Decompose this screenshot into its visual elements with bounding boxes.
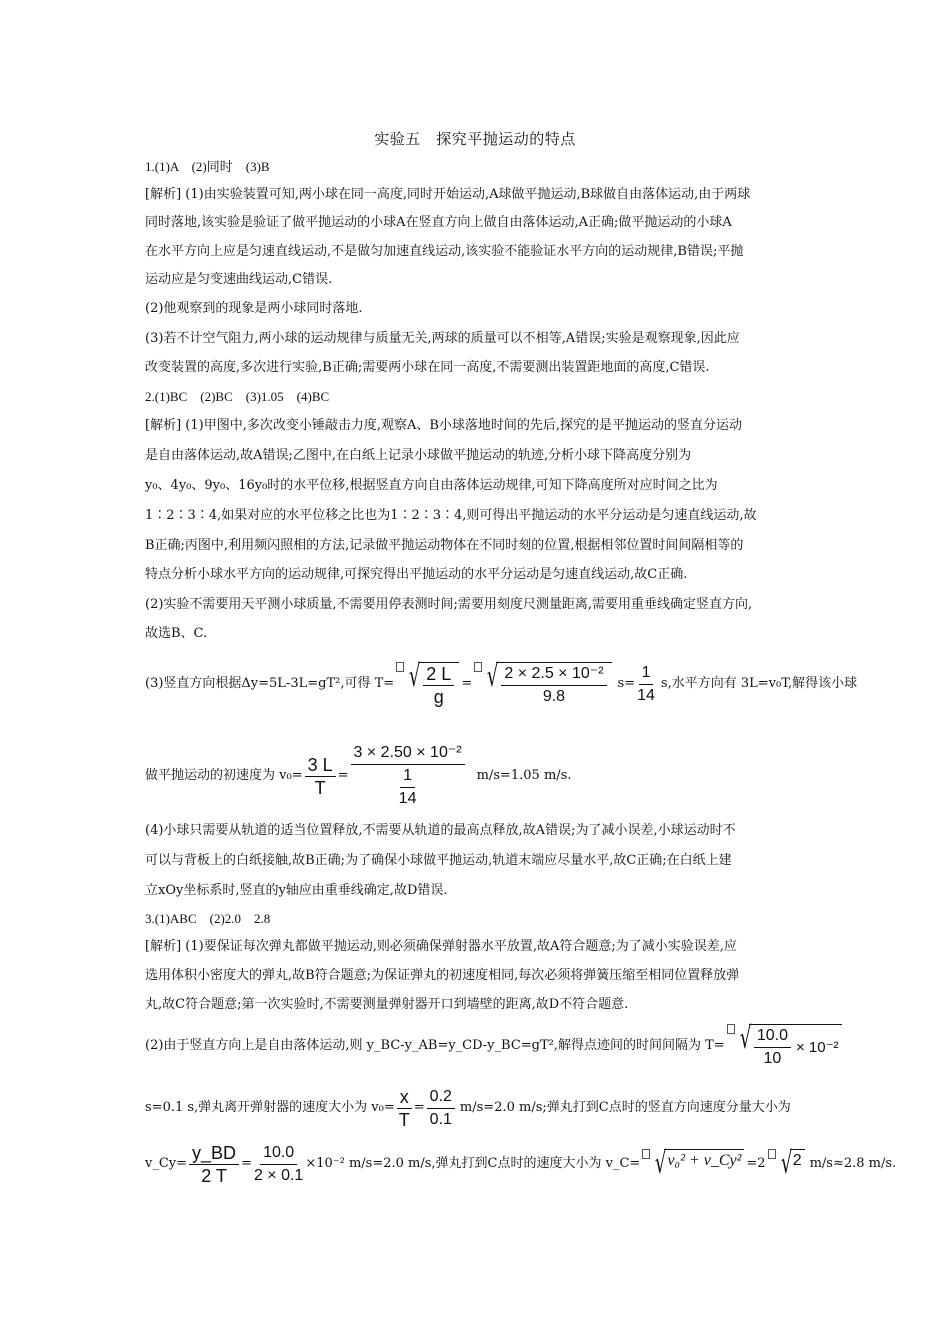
eq3-sqrt-b: [474, 659, 611, 706]
eq3-frac-c-den: 14: [637, 686, 655, 704]
eq7-sqrt-b: [768, 1146, 805, 1181]
radical-icon: √: [487, 659, 499, 694]
q3-eq6: [145, 1085, 815, 1131]
eq5-tail: × 10⁻²: [795, 1038, 839, 1056]
q1-line-1: [解析] (1)由实验装置可知,两小球在同一高度,同时开始运动,A球做平抛运动,B球做自由落体运动,由于两球: [145, 187, 751, 202]
eq3-equals: =: [461, 676, 473, 691]
q2-line-6: 特点分析小球水平方向的运动规律,可探究得出平抛运动的水平分运动是匀速直线运动,故C正确.: [145, 567, 688, 582]
placeholder-box-icon: [727, 1024, 735, 1034]
eq5-sqrt: [727, 1021, 842, 1068]
q3-line-3: 丸,故C符合题意;第一次实验时,不需要测量弹射器开口到墙壁的距离,故D不符合题意.: [145, 997, 629, 1012]
eq4-frac-b-den-den: 14: [398, 790, 417, 807]
eq5-frac-num: 10.0: [754, 1027, 791, 1048]
eq4-equals: =: [337, 768, 349, 783]
eq3-frac-a-num: 2 L: [423, 665, 454, 686]
eq3-frac-a-den: g: [433, 687, 444, 707]
q3-line-2: 选用体积小密度大的弹丸,故B符合题意;为保证弹丸的初速度相同,每次必须将弹簧压缩至相同位置释放弹: [145, 968, 740, 983]
q2-line-9: (4)小球只需要从轨道的适当位置释放,不需要从轨道的最高点释放,故A错误;为了减小误差,小球运动时不: [145, 823, 736, 838]
eq7-sqrt-a: [642, 1146, 744, 1181]
q3-answer: 3.(1)ABC (2)2.0 2.8: [145, 911, 271, 926]
placeholder-box-icon: [768, 1149, 776, 1159]
q2-line-5: B正确;丙图中,利用频闪照相的方法,记录做平抛运动物体在不同时刻的位置,根据相邻位置时间间隔相等的: [145, 538, 744, 553]
eq7-equals: =: [241, 1156, 252, 1171]
q2-line-4: 1∶2∶3∶4,如果对应的水平位移之比也为1∶2∶3∶4,则可得出平抛运动的水平分运动是匀速直线运动,故: [145, 508, 757, 523]
eq4-frac-b-den-frac: [399, 767, 417, 808]
eq3-suffix: s,水平方向有 3L=v₀T,解得该小球: [660, 676, 858, 691]
placeholder-box-icon: [396, 662, 404, 672]
eq7-root-2: 2: [790, 1149, 805, 1170]
q2-line-7: (2)实验不需要用天平测小球质量,不需要用停表测时间;需要用刻度尺测量距离,需要用重垂线确定竖直方向,: [145, 597, 753, 612]
eq4-frac-a-num: 3 L: [305, 756, 336, 777]
q3-line-1: [解析] (1)要保证每次弹丸都做平抛运动,则必须确保弹射器水平放置,故A符合题意;为了减小实验误差,应: [145, 939, 737, 954]
eq4-frac-b-num: 3 × 2.50 × 10⁻²: [351, 744, 465, 765]
eq6-frac-a-num: x: [397, 1088, 412, 1109]
q2-answer: 2.(1)BC (2)BC (3)1.05 (4)BC: [145, 389, 330, 404]
eq4-frac-b-den-num: 1: [400, 767, 415, 788]
eq6-frac-a-den: T: [398, 1109, 410, 1130]
q2-line-2: 是自由落体运动,故A错误;乙图中,在白纸上记录小球做平抛运动的轨迹,分析小球下降高度分别为: [145, 448, 692, 463]
q2-line-8: 故选B、C.: [145, 626, 208, 641]
eq4-frac-a: [305, 756, 336, 797]
eq6-frac-b: [427, 1088, 455, 1129]
eq7-frac-a: [189, 1144, 239, 1185]
eq3-frac-a: [423, 665, 454, 706]
q1-line-2: 同时落地,该实验是验证了做平抛运动的小球A在竖直方向上做自由落体运动,A正确;做平抛运动的小球A: [145, 215, 732, 230]
eq4-frac-b: [351, 744, 465, 808]
eq6-suffix: m/s=2.0 m/s;弹丸打到C点时的竖直方向速度分量大小为: [459, 1100, 791, 1115]
page-title: 实验五 探究平抛运动的特点: [374, 130, 576, 148]
q1-line-4: 运动应是匀变速曲线运动,C错误.: [145, 272, 333, 287]
eq7-prefix: v_Cy=: [145, 1156, 188, 1171]
eq3-frac-b-num: 2 × 2.5 × 10⁻²: [501, 665, 606, 686]
eq7-middle: ×10⁻² m/s=2.0 m/s,弹丸打到C点时的速度大小为 v_C=: [305, 1156, 641, 1171]
eq7-frac-b: [254, 1144, 303, 1185]
eq5-frac-den: 10: [763, 1050, 782, 1067]
placeholder-box-icon: [474, 662, 482, 672]
q2-eq3: [145, 654, 858, 714]
q3-eq5: [145, 1020, 839, 1072]
eq7-frac-a-num: y_BD: [189, 1144, 239, 1165]
radical-icon: √: [655, 1146, 667, 1181]
eq4-frac-a-den: T: [314, 777, 326, 798]
eq6-frac-b-den: 0.1: [429, 1110, 452, 1128]
eq7-frac-b-num: 10.0: [260, 1144, 297, 1165]
eq7-suffix: m/s≈2.8 m/s.: [809, 1156, 897, 1171]
eq7-frac-a-den: 2 T: [201, 1165, 227, 1186]
eq3-prefix: (3)竖直方向根据Δy=5L-3L=gT²,可得 T=: [145, 676, 395, 691]
eq4-prefix: 做平抛运动的初速度为 v₀=: [145, 768, 303, 783]
q3-eq7: [145, 1140, 897, 1188]
eq4-frac-b-den: [397, 765, 419, 808]
eq6-frac-b-num: 0.2: [427, 1088, 455, 1109]
eq3-frac-c-num: 1: [639, 664, 654, 685]
eq7-root: v₀² + v_Cy²: [664, 1149, 744, 1170]
radical-icon: √: [408, 659, 421, 694]
eq5-prefix: (2)由于竖直方向上是自由落体运动,则 y_BC-y_AB=y_CD-y_BC=gT²,解得点迹间的时间间隔为 T=: [145, 1038, 725, 1053]
eq6-equals: =: [413, 1100, 425, 1115]
radical-icon: √: [739, 1021, 752, 1056]
q2-eq4: [145, 738, 815, 814]
eq7-equals-2: =2: [746, 1156, 766, 1171]
q1-line-5: (2)他观察到的现象是两小球同时落地.: [145, 301, 363, 316]
eq3-sqrt-a: [396, 659, 459, 707]
eq6-frac-a: [397, 1088, 412, 1129]
eq3-frac-c: [637, 664, 655, 705]
eq5-frac: [754, 1027, 791, 1068]
q1-line-7: 改变装置的高度,多次进行实验,B正确;需要两小球在同一高度,不需要测出装置距地面的高度,C错误.: [145, 360, 710, 375]
placeholder-box-icon: [642, 1149, 650, 1159]
eq6-prefix: s=0.1 s,弹丸离开弹射器的速度大小为 v₀=: [145, 1100, 395, 1115]
eq7-frac-b-den: 2 × 0.1: [253, 1166, 304, 1184]
q1-answer: 1.(1)A (2)同时 (3)B: [145, 159, 270, 174]
q2-line-11: 立xOy坐标系时,竖直的y轴应由重垂线确定,故D错误.: [145, 883, 448, 898]
radical-icon: √: [780, 1146, 792, 1181]
eq3-s-equals: s=: [617, 676, 636, 691]
q1-line-6: (3)若不计空气阻力,两小球的运动规律与质量无关,两球的质量可以不相等,A错误;实验是观察现象,因此应: [145, 331, 740, 346]
q2-line-1: [解析] (1)甲图中,多次改变小锤敲击力度,观察A、B小球落地时间的先后,探究的是平抛运动的竖直分运动: [145, 418, 743, 433]
eq4-suffix: m/s=1.05 m/s.: [476, 768, 572, 783]
q2-line-10: 可以与背板上的白纸接触,故B正确;为了确保小球做平抛运动,轨道末端应尽量水平,故C正确;在白纸上建: [145, 853, 732, 868]
eq3-frac-b: [501, 665, 606, 706]
eq3-frac-b-den: 9.8: [542, 688, 566, 705]
q1-line-3: 在水平方向上应是匀速直线运动,不是做匀加速直线运动,该实验不能验证水平方向的运动规律,B错误;平抛: [145, 244, 744, 259]
q2-line-3: y₀、4y₀、9y₀、16y₀时的水平位移,根据竖直方向自由落体运动规律,可知下降高度所对应时间之比为: [145, 478, 718, 493]
